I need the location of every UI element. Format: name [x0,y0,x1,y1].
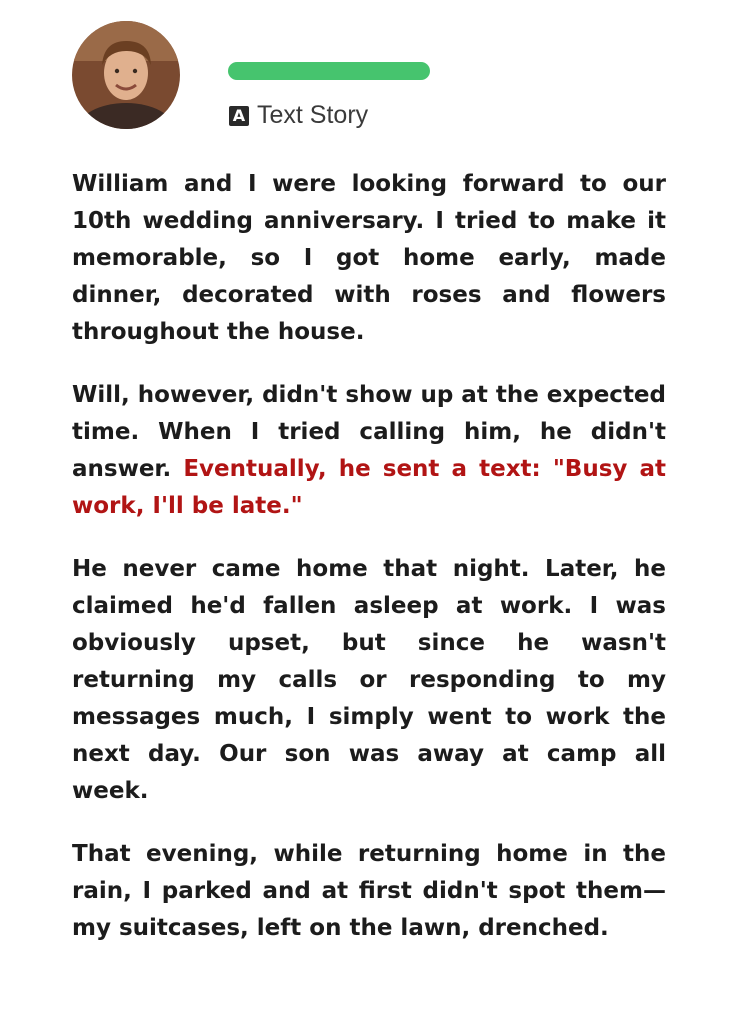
story-source [229,101,368,130]
author-name-redacted [228,62,430,80]
story-paragraph-4: That evening, while returning home in the rain, I parked and at first didn't spot them—my suitcases, left on the lawn, drenched. [72,841,666,941]
story-body [72,166,666,973]
story-paragraph-2 [72,377,666,525]
author-avatar[interactable] [72,21,180,129]
story-paragraph-1: William and I were looking forward to our 10th wedding anniversary. I tried to make it memorable, so I got home early, made dinner, decorated with roses and flowers throughout the house. [72,171,666,345]
source-label: Text Story [257,101,369,129]
paragraph-text: Will, however, didn't show up at the expected time. When I tried calling him, he didn't answer. [72,382,666,482]
story-paragraph-3: He never came home that night. Later, he claimed he'd fallen asleep at work. I was obviously upset, but since he wasn't returning my calls or responding to my messages much, I simply went to work the next day. Our son was away at camp all week. [72,556,666,804]
highlighted-text: Eventually, he sent a text: "Busy at work, I'll be late." [72,456,666,519]
avatar-photo [72,21,180,129]
text-story-icon: A [229,106,249,126]
